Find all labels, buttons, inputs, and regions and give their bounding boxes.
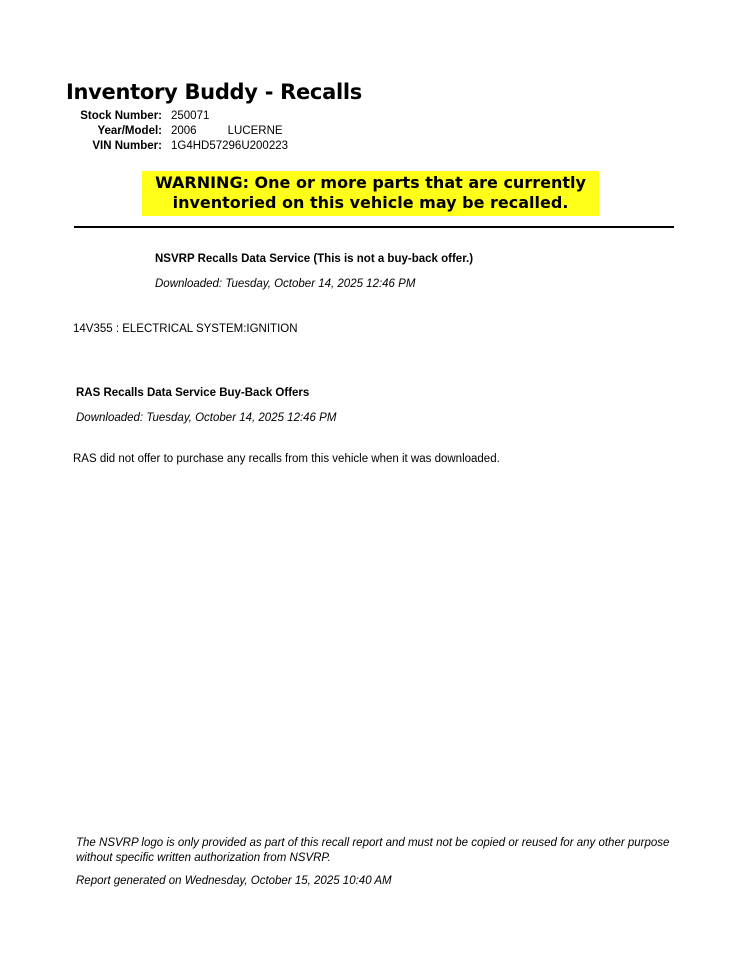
nsvrp-heading: NSVRP Recalls Data Service (This is not a buy-back offer.) bbox=[155, 253, 474, 265]
footer-disclaimer: The NSVRP logo is only provided as part of this recall report and must not be copied or reused for any other purpose without specific written authorization from NSVRP. bbox=[76, 837, 670, 864]
stock-number-label: Stock Number: bbox=[80, 110, 162, 122]
vehicle-info bbox=[60, 109, 288, 154]
recall-warning-banner bbox=[142, 171, 599, 216]
ras-heading: RAS Recalls Data Service Buy-Back Offers bbox=[76, 387, 310, 399]
stock-number-row bbox=[60, 109, 288, 124]
warning-line-1: WARNING: One or more parts that are currently bbox=[155, 173, 586, 192]
year-model-row bbox=[60, 124, 288, 139]
nsvrp-downloaded: Downloaded: Tuesday, October 14, 2025 12:46 PM bbox=[155, 278, 416, 290]
year-model-label: Year/Model: bbox=[97, 125, 162, 137]
ras-downloaded: Downloaded: Tuesday, October 14, 2025 12:46 PM bbox=[76, 412, 337, 424]
warning-line-2: inventoried on this vehicle may be recalled. bbox=[172, 193, 569, 212]
vin-row bbox=[60, 139, 288, 154]
vin-value: 1G4HD57296U200223 bbox=[171, 140, 289, 152]
footer-generated: Report generated on Wednesday, October 15, 2025 10:40 AM bbox=[76, 875, 392, 887]
vin-label: VIN Number: bbox=[92, 140, 162, 152]
stock-number-value: 250071 bbox=[171, 110, 210, 122]
year-value: 2006 bbox=[171, 125, 197, 137]
section-divider bbox=[74, 226, 674, 228]
model-value: LUCERNE bbox=[227, 125, 283, 137]
report-title: Inventory Buddy - Recalls bbox=[66, 80, 362, 104]
recall-item: 14V355 : ELECTRICAL SYSTEM:IGNITION bbox=[73, 323, 298, 335]
ras-message: RAS did not offer to purchase any recalls from this vehicle when it was downloaded. bbox=[73, 453, 500, 465]
